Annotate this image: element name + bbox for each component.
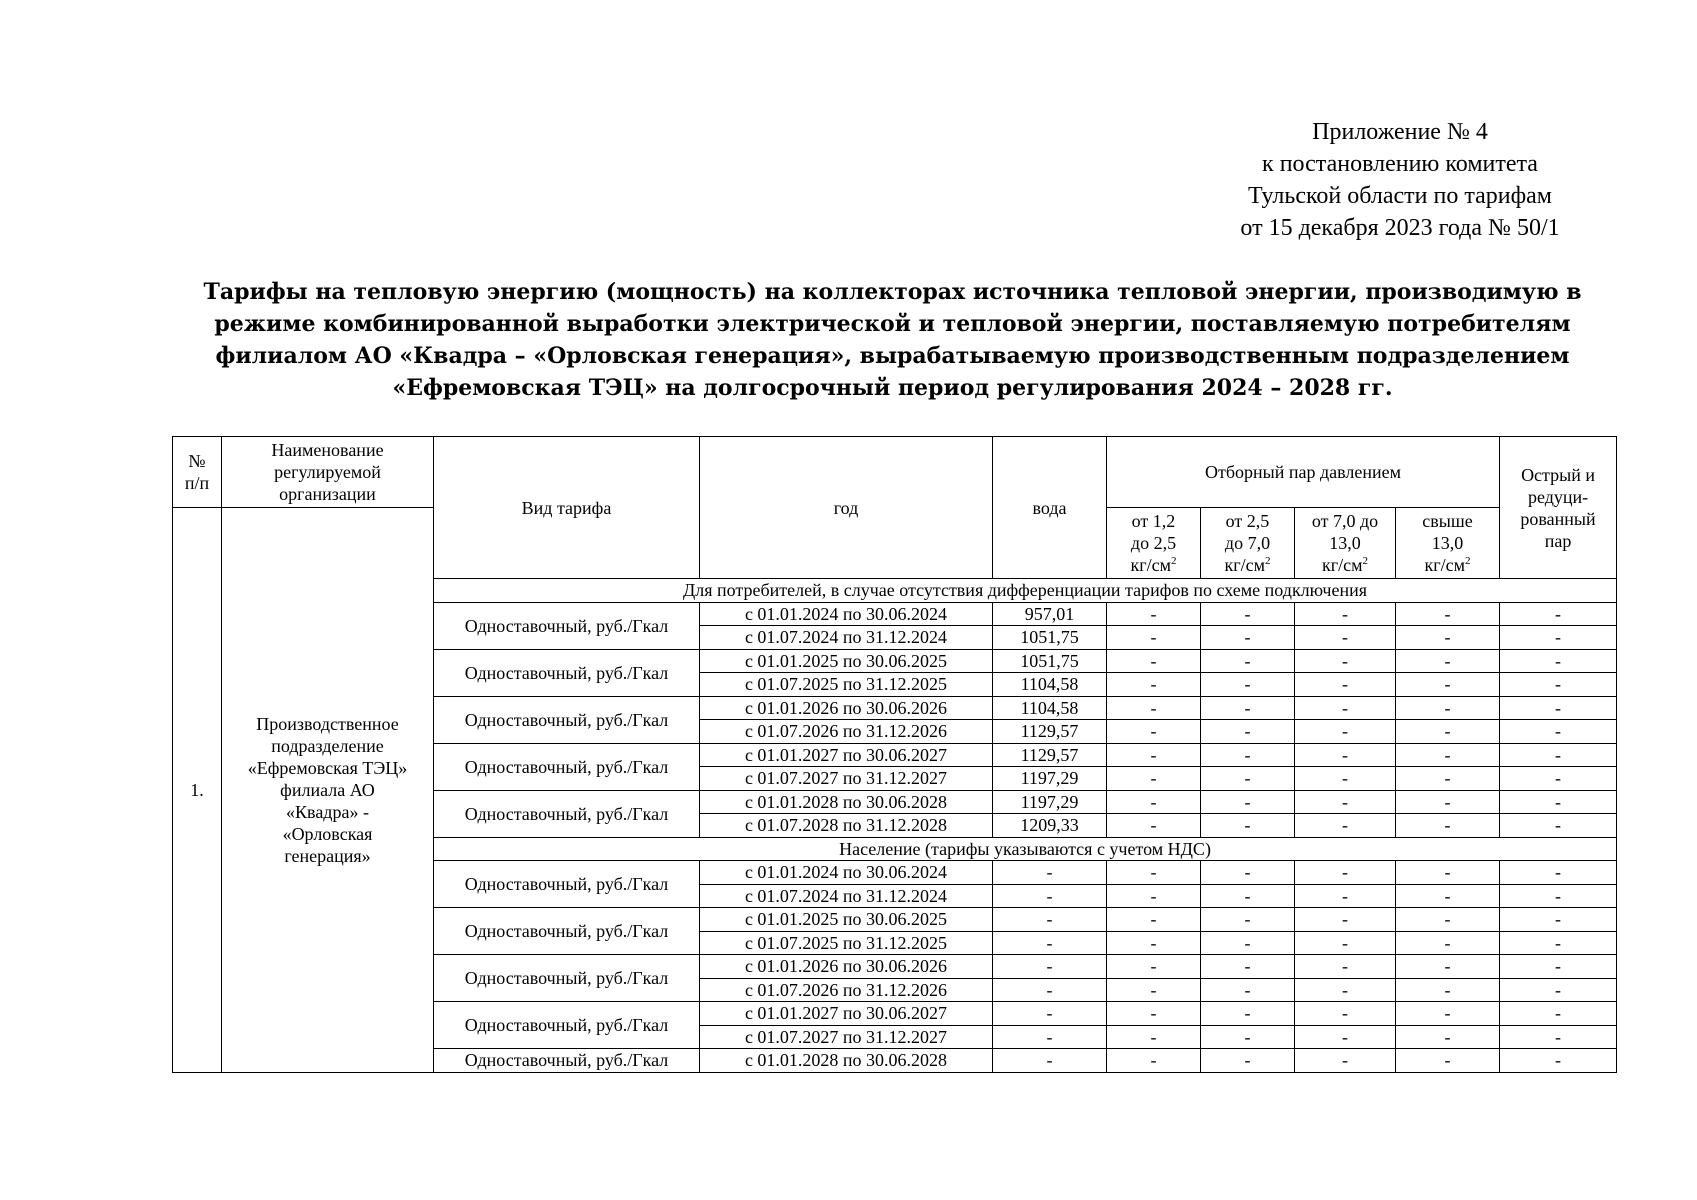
steam-4-cell: - [1396, 696, 1500, 720]
sharp-steam-cell: - [1500, 931, 1617, 955]
steam-2-cell: - [1201, 673, 1295, 697]
steam-2-cell: - [1201, 1025, 1295, 1049]
sharp-steam-cell: - [1500, 602, 1617, 626]
steam-4-cell: - [1396, 626, 1500, 650]
header-steam-2: от 2,5 до 7,0 $кг/см^2$ [1201, 508, 1295, 579]
organization-name: Производственное подразделение «Ефремовская ТЭЦ» филиала АО «Квадра» - «Орловская генерация» [222, 508, 434, 1073]
title-line: режиме комбинированной выработки электрической и тепловой энергии, поставляемую потребителям [214, 311, 1571, 337]
period-cell: с 01.01.2026 по 30.06.2026 [700, 696, 993, 720]
steam-4-cell: - [1396, 720, 1500, 744]
title-line: филиалом АО «Квадра – «Орловская генерация», вырабатываемую производственным подразделением [215, 343, 1570, 369]
water-tariff-cell: 1197,29 [993, 767, 1107, 791]
period-cell: с 01.01.2027 по 30.06.2027 [700, 1002, 993, 1026]
header-steam-group: Отборный пар давлением [1107, 437, 1500, 508]
water-tariff-cell: 1209,33 [993, 814, 1107, 838]
steam-4-cell: - [1396, 861, 1500, 885]
steam-4-cell: - [1396, 1002, 1500, 1026]
tariff-type-cell: Одноставочный, руб./Гкал [434, 649, 700, 696]
header-tariff-type: Вид тарифа [434, 437, 700, 579]
steam-4-cell: - [1396, 814, 1500, 838]
period-cell: с 01.01.2024 по 30.06.2024 [700, 861, 993, 885]
sharp-steam-cell: - [1500, 790, 1617, 814]
title-line: Тарифы на тепловую энергию (мощность) на коллекторах источника тепловой энергии, производимую в [203, 279, 1582, 305]
period-cell: с 01.07.2026 по 31.12.2026 [700, 720, 993, 744]
sharp-steam-cell: - [1500, 649, 1617, 673]
water-tariff-cell: 1197,29 [993, 790, 1107, 814]
tariff-type-cell: Одноставочный, руб./Гкал [434, 790, 700, 837]
steam-4-cell: - [1396, 649, 1500, 673]
header-year: год [700, 437, 993, 579]
period-cell: с 01.01.2024 по 30.06.2024 [700, 602, 993, 626]
period-cell: с 01.01.2025 по 30.06.2025 [700, 908, 993, 932]
steam-1-cell: - [1107, 931, 1201, 955]
sharp-steam-cell: - [1500, 908, 1617, 932]
steam-1-cell: - [1107, 602, 1201, 626]
steam-2-cell: - [1201, 602, 1295, 626]
steam-4-cell: - [1396, 908, 1500, 932]
sharp-steam-cell: - [1500, 696, 1617, 720]
appendix-line: Тульской области по тарифам [1247, 183, 1552, 209]
sharp-steam-cell: - [1500, 814, 1617, 838]
sharp-steam-cell: - [1500, 720, 1617, 744]
table-header-row [173, 437, 1617, 508]
steam-4-cell: - [1396, 1049, 1500, 1073]
steam-3-cell: - [1295, 931, 1396, 955]
sharp-steam-cell: - [1500, 955, 1617, 979]
steam-2-cell: - [1201, 696, 1295, 720]
steam-3-cell: - [1295, 696, 1396, 720]
steam-1-cell: - [1107, 814, 1201, 838]
sharp-steam-cell: - [1500, 978, 1617, 1002]
period-cell: с 01.01.2028 по 30.06.2028 [700, 1049, 993, 1073]
water-tariff-cell: - [993, 908, 1107, 932]
steam-1-cell: - [1107, 1025, 1201, 1049]
water-tariff-cell: 1104,58 [993, 673, 1107, 697]
steam-3-cell: - [1295, 908, 1396, 932]
sharp-steam-cell: - [1500, 743, 1617, 767]
steam-1-cell: - [1107, 955, 1201, 979]
steam-3-cell: - [1295, 743, 1396, 767]
steam-4-cell: - [1396, 955, 1500, 979]
steam-3-cell: - [1295, 1025, 1396, 1049]
sharp-steam-cell: - [1500, 861, 1617, 885]
steam-1-cell: - [1107, 1049, 1201, 1073]
steam-1-cell: - [1107, 790, 1201, 814]
section-title: Население (тарифы указываются с учетом НДС) [434, 837, 1617, 861]
period-cell: с 01.07.2027 по 31.12.2027 [700, 767, 993, 791]
steam-3-cell: - [1295, 790, 1396, 814]
sharp-steam-cell: - [1500, 767, 1617, 791]
steam-2-cell: - [1201, 884, 1295, 908]
appendix-note [1200, 116, 1600, 244]
water-tariff-cell: - [993, 931, 1107, 955]
header-steam-4: свыше 13,0 $кг/см^2$ [1396, 508, 1500, 579]
steam-2-cell: - [1201, 931, 1295, 955]
steam-1-cell: - [1107, 767, 1201, 791]
water-tariff-cell: - [993, 1025, 1107, 1049]
steam-2-cell: - [1201, 649, 1295, 673]
steam-1-cell: - [1107, 861, 1201, 885]
steam-3-cell: - [1295, 1002, 1396, 1026]
header-organization: Наименование регулируемой организации [222, 437, 434, 508]
steam-4-cell: - [1396, 673, 1500, 697]
steam-2-cell: - [1201, 720, 1295, 744]
tariff-type-cell: Одноставочный, руб./Гкал [434, 908, 700, 955]
water-tariff-cell: - [993, 978, 1107, 1002]
steam-4-cell: - [1396, 1025, 1500, 1049]
steam-4-cell: - [1396, 790, 1500, 814]
steam-4-cell: - [1396, 743, 1500, 767]
header-water: вода [993, 437, 1107, 579]
sharp-steam-cell: - [1500, 1002, 1617, 1026]
steam-3-cell: - [1295, 1049, 1396, 1073]
header-number: № п/п [173, 437, 222, 508]
steam-4-cell: - [1396, 602, 1500, 626]
steam-2-cell: - [1201, 814, 1295, 838]
appendix-line: от 15 декабря 2023 года № 50/1 [1240, 215, 1560, 241]
tariff-type-cell: Одноставочный, руб./Гкал [434, 1002, 700, 1049]
steam-3-cell: - [1295, 861, 1396, 885]
tariff-type-cell: Одноставочный, руб./Гкал [434, 602, 700, 649]
steam-4-cell: - [1396, 884, 1500, 908]
header-sharp-steam: Острый и редуци- рованный пар [1500, 437, 1617, 579]
tariff-type-cell: Одноставочный, руб./Гкал [434, 955, 700, 1002]
steam-1-cell: - [1107, 649, 1201, 673]
appendix-line: к постановлению комитета [1262, 151, 1538, 177]
steam-4-cell: - [1396, 978, 1500, 1002]
steam-4-cell: - [1396, 931, 1500, 955]
title-line: «Ефремовская ТЭЦ» на долгосрочный период регулирования 2024 – 2028 гг. [392, 375, 1393, 401]
period-cell: с 01.07.2024 по 31.12.2024 [700, 884, 993, 908]
steam-3-cell: - [1295, 602, 1396, 626]
water-tariff-cell: 1129,57 [993, 720, 1107, 744]
steam-4-cell: - [1396, 767, 1500, 791]
steam-1-cell: - [1107, 673, 1201, 697]
appendix-line: Приложение № 4 [1312, 119, 1488, 145]
steam-3-cell: - [1295, 720, 1396, 744]
tariff-type-cell: Одноставочный, руб./Гкал [434, 1049, 700, 1073]
water-tariff-cell: 1104,58 [993, 696, 1107, 720]
water-tariff-cell: - [993, 884, 1107, 908]
steam-3-cell: - [1295, 673, 1396, 697]
document-title [170, 276, 1615, 404]
steam-1-cell: - [1107, 626, 1201, 650]
tariff-type-cell: Одноставочный, руб./Гкал [434, 696, 700, 743]
steam-2-cell: - [1201, 790, 1295, 814]
water-tariff-cell: 957,01 [993, 602, 1107, 626]
water-tariff-cell: - [993, 955, 1107, 979]
steam-3-cell: - [1295, 978, 1396, 1002]
water-tariff-cell: - [993, 861, 1107, 885]
sharp-steam-cell: - [1500, 673, 1617, 697]
period-cell: с 01.01.2027 по 30.06.2027 [700, 743, 993, 767]
period-cell: с 01.01.2026 по 30.06.2026 [700, 955, 993, 979]
tariff-type-cell: Одноставочный, руб./Гкал [434, 743, 700, 790]
period-cell: с 01.01.2028 по 30.06.2028 [700, 790, 993, 814]
period-cell: с 01.07.2025 по 31.12.2025 [700, 931, 993, 955]
sharp-steam-cell: - [1500, 884, 1617, 908]
steam-1-cell: - [1107, 978, 1201, 1002]
period-cell: с 01.07.2028 по 31.12.2028 [700, 814, 993, 838]
water-tariff-cell: 1129,57 [993, 743, 1107, 767]
period-cell: с 01.07.2027 по 31.12.2027 [700, 1025, 993, 1049]
steam-1-cell: - [1107, 1002, 1201, 1026]
steam-3-cell: - [1295, 626, 1396, 650]
water-tariff-cell: 1051,75 [993, 626, 1107, 650]
steam-2-cell: - [1201, 743, 1295, 767]
steam-1-cell: - [1107, 743, 1201, 767]
steam-2-cell: - [1201, 1049, 1295, 1073]
steam-2-cell: - [1201, 861, 1295, 885]
steam-3-cell: - [1295, 767, 1396, 791]
steam-3-cell: - [1295, 649, 1396, 673]
steam-3-cell: - [1295, 955, 1396, 979]
sharp-steam-cell: - [1500, 1049, 1617, 1073]
tariff-table [172, 436, 1617, 1073]
steam-1-cell: - [1107, 908, 1201, 932]
steam-2-cell: - [1201, 767, 1295, 791]
water-tariff-cell: 1051,75 [993, 649, 1107, 673]
steam-2-cell: - [1201, 1002, 1295, 1026]
sharp-steam-cell: - [1500, 1025, 1617, 1049]
steam-1-cell: - [1107, 884, 1201, 908]
row-number: 1. [173, 508, 222, 1073]
water-tariff-cell: - [993, 1049, 1107, 1073]
period-cell: с 01.07.2024 по 31.12.2024 [700, 626, 993, 650]
tariff-type-cell: Одноставочный, руб./Гкал [434, 861, 700, 908]
period-cell: с 01.01.2025 по 30.06.2025 [700, 649, 993, 673]
steam-1-cell: - [1107, 696, 1201, 720]
header-steam-3: от 7,0 до 13,0 $кг/см^2$ [1295, 508, 1396, 579]
period-cell: с 01.07.2025 по 31.12.2025 [700, 673, 993, 697]
header-steam-1: от 1,2 до 2,5 $кг/см^2$ [1107, 508, 1201, 579]
steam-2-cell: - [1201, 955, 1295, 979]
steam-2-cell: - [1201, 626, 1295, 650]
steam-3-cell: - [1295, 884, 1396, 908]
steam-1-cell: - [1107, 720, 1201, 744]
period-cell: с 01.07.2026 по 31.12.2026 [700, 978, 993, 1002]
steam-2-cell: - [1201, 978, 1295, 1002]
steam-2-cell: - [1201, 908, 1295, 932]
steam-3-cell: - [1295, 814, 1396, 838]
water-tariff-cell: - [993, 1002, 1107, 1026]
sharp-steam-cell: - [1500, 626, 1617, 650]
section-title: Для потребителей, в случае отсутствия дифференциации тарифов по схеме подключения [434, 579, 1617, 603]
